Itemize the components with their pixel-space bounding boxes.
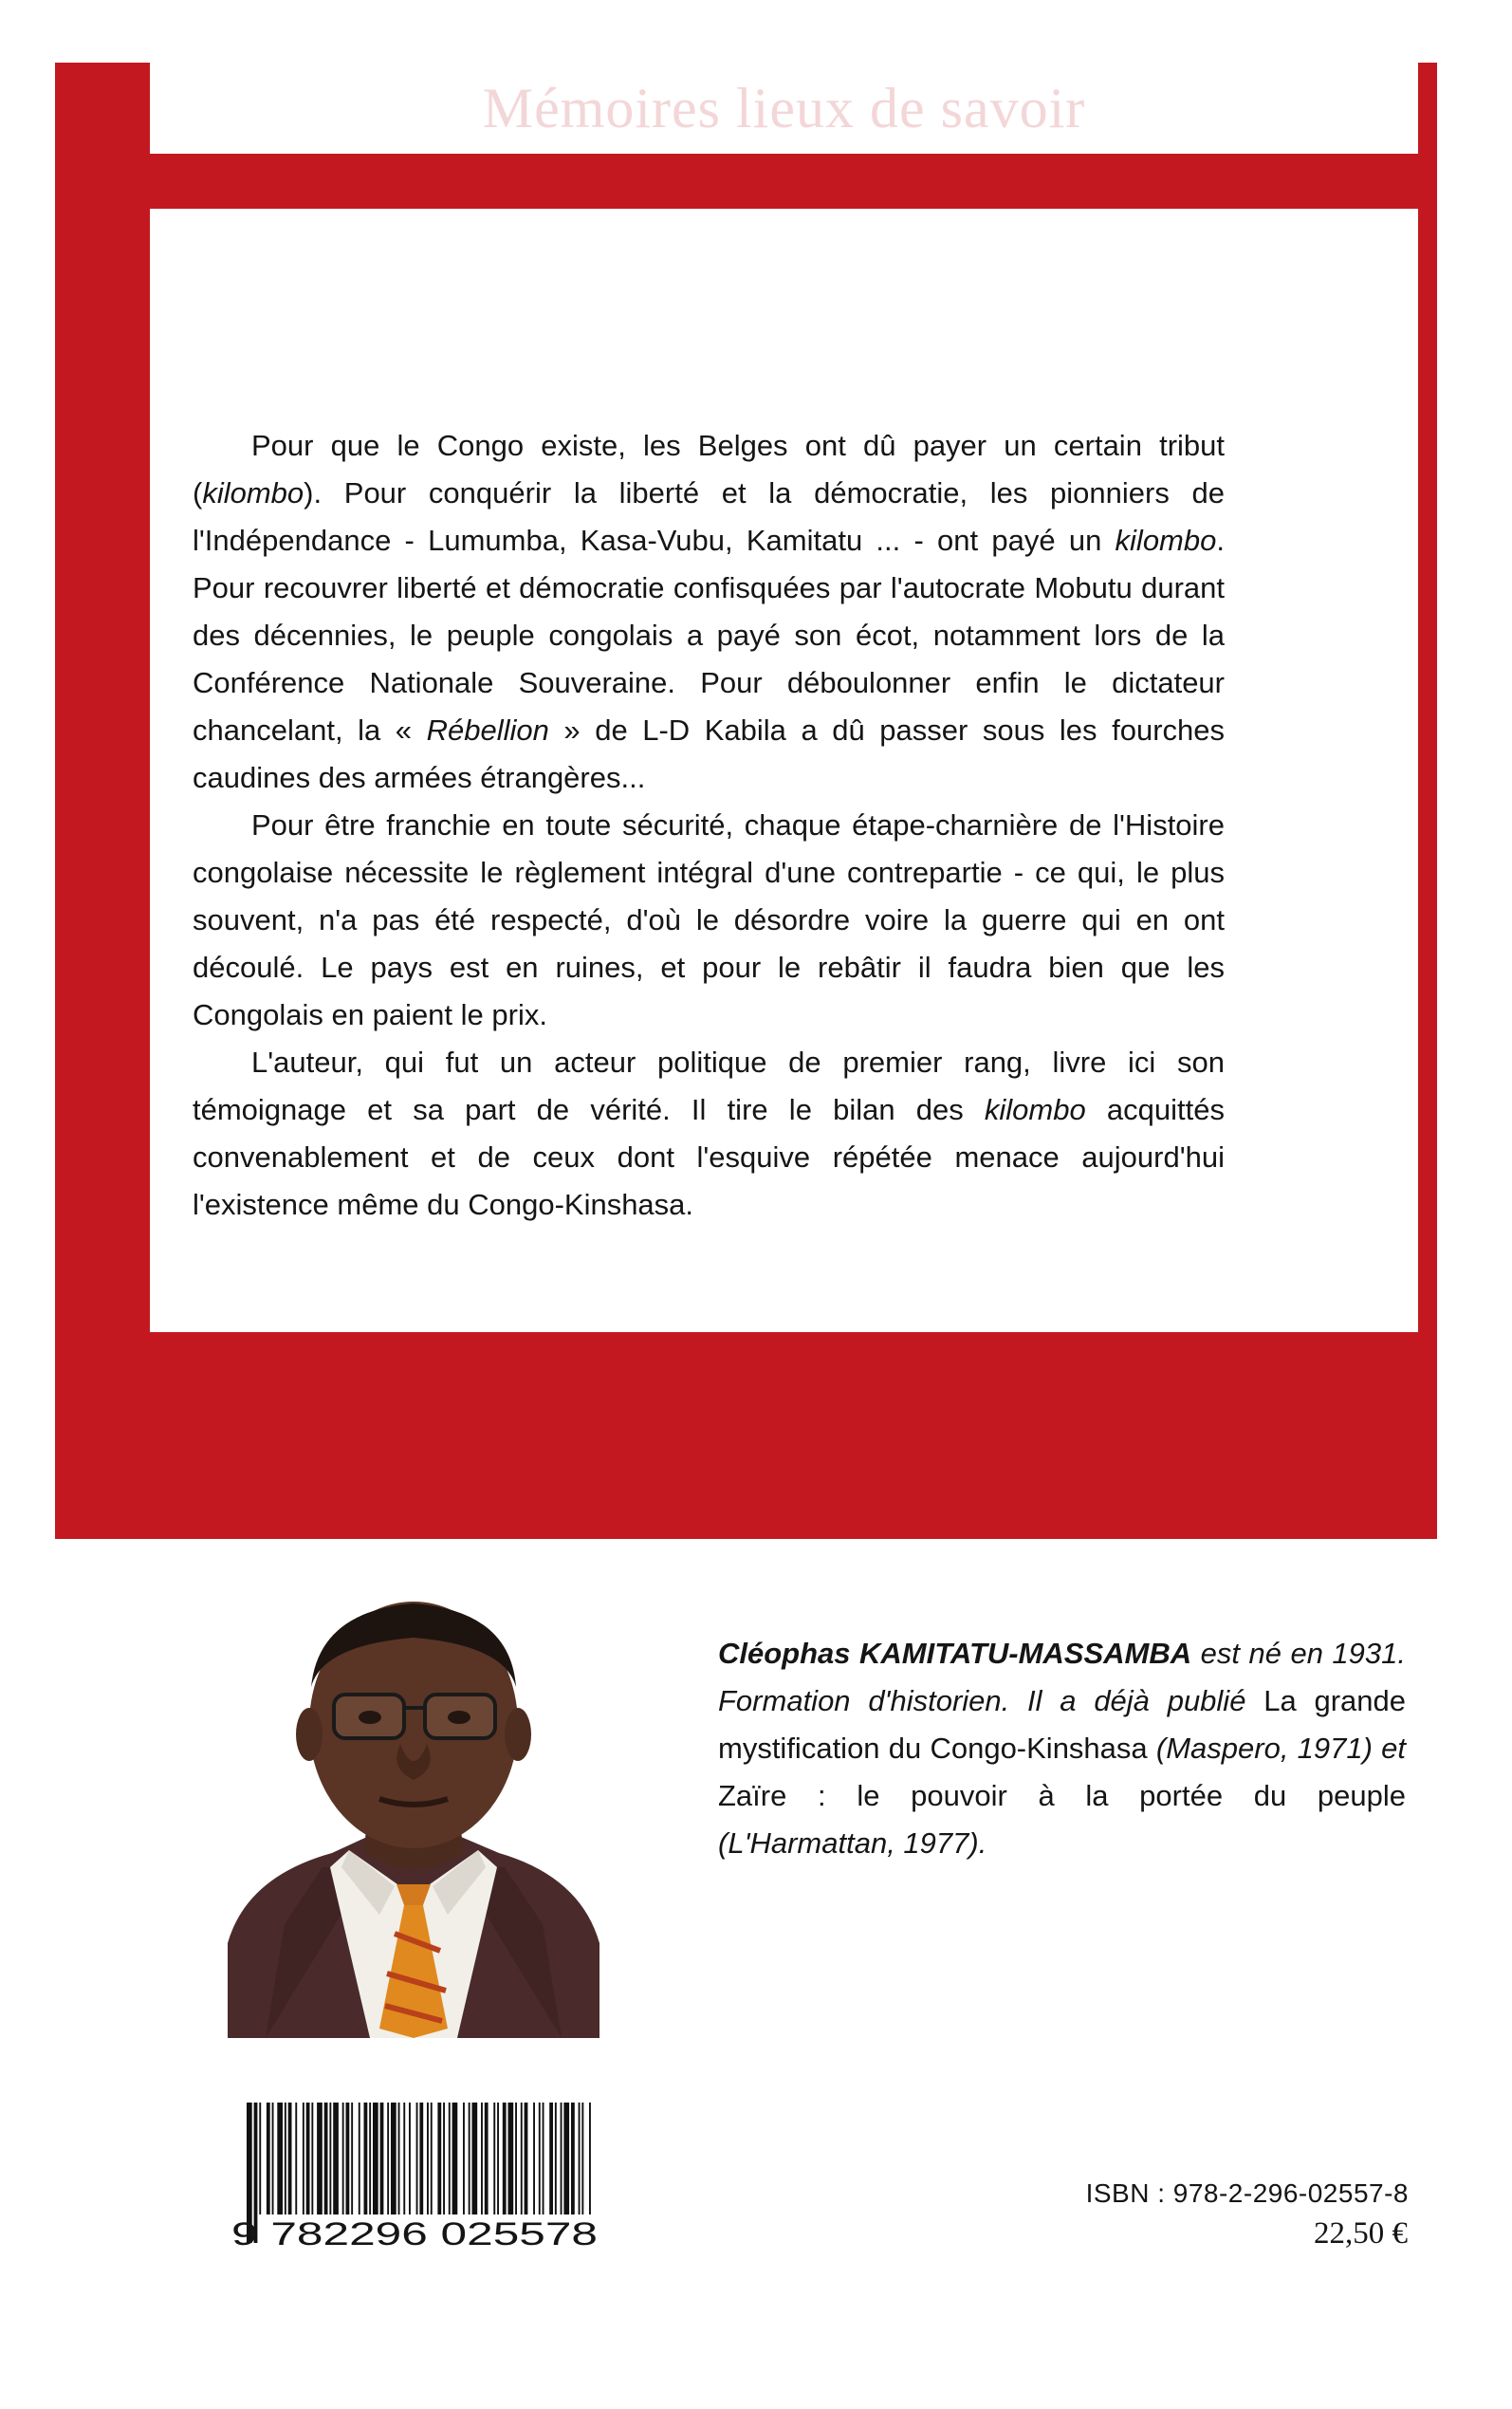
barcode-bar bbox=[329, 2103, 331, 2214]
barcode-bar bbox=[571, 2103, 575, 2214]
barcode-bar bbox=[333, 2103, 339, 2214]
barcode-bar bbox=[533, 2103, 535, 2214]
barcode-bar bbox=[259, 2103, 261, 2214]
isbn-number: ISBN : 978-2-296-02557-8 bbox=[1085, 2178, 1409, 2208]
barcode-bar bbox=[515, 2103, 517, 2214]
bio-conjunction: et bbox=[1381, 1732, 1407, 1765]
barcode-bar bbox=[579, 2103, 581, 2214]
barcode-bar bbox=[472, 2103, 478, 2214]
barcode-bar bbox=[521, 2103, 523, 2214]
barcode-bar bbox=[277, 2103, 283, 2214]
barcode-bar bbox=[493, 2103, 495, 2214]
barcode-bar bbox=[539, 2103, 541, 2214]
barcode-bar bbox=[398, 2103, 400, 2214]
barcode-bar bbox=[485, 2103, 489, 2214]
barcode-bar bbox=[481, 2103, 483, 2214]
barcode-bar bbox=[581, 2103, 583, 2214]
barcode-bar bbox=[427, 2103, 429, 2214]
barcode-bar bbox=[416, 2103, 418, 2214]
text-run: acquittés convenablement et de ceux dont l'esquive répétée menace aujourd'hui l'existence même du Congo-Kinshasa. bbox=[193, 1093, 1225, 1221]
barcode-bar bbox=[561, 2103, 562, 2214]
italic-term: kilombo bbox=[984, 1093, 1086, 1126]
barcode-bar bbox=[351, 2103, 353, 2214]
barcode-bar bbox=[369, 2103, 371, 2214]
barcode-bar bbox=[431, 2103, 433, 2214]
book-title-1: La grande mystification du Congo-Kinshasa bbox=[718, 1684, 1406, 1765]
barcode-image bbox=[226, 2099, 605, 2254]
publisher-2: (L'Harmattan, 1977). bbox=[718, 1826, 987, 1860]
text-run: L'auteur, qui fut un acteur politique de premier rang, livre ici son témoignage et sa part de vérité. Il tire le bilan des bbox=[193, 1046, 1225, 1126]
barcode-bar bbox=[364, 2103, 368, 2214]
barcode-bar bbox=[288, 2103, 292, 2214]
barcode-bar bbox=[373, 2103, 378, 2214]
barcode-bar bbox=[306, 2103, 310, 2214]
barcode-bar bbox=[443, 2103, 445, 2214]
barcode-bar bbox=[469, 2103, 470, 2214]
blurb-paragraph-1 bbox=[193, 422, 1225, 802]
barcode-bar bbox=[346, 2103, 350, 2214]
blurb-paragraph-2: Pour être franchie en toute sécurité, chaque étape-charnière de l'Histoire congolaise nécessite le règlement intégral d'une contrepartie - ce qui, le plus souvent, n'a pas été respecté, d'où le désordre voire la guerre qui en ont découlé. Le pays est en ruines, et pour le rebâtir il faudra bien que les Congolais en paient le prix. bbox=[193, 808, 1225, 1031]
barcode-digits: 9 782296 025578 bbox=[231, 2216, 598, 2252]
barcode-bar bbox=[497, 2103, 499, 2214]
barcode-bar bbox=[380, 2103, 384, 2214]
text-run: Pour que le Congo existe, les Belges ont dû payer un certain tribut ( bbox=[193, 429, 1225, 510]
bio-text-1: est né en 1931. Formation d'historien. Il a déjà publié bbox=[718, 1637, 1406, 1717]
text-run: » de L-D Kabila a dû passer sous les fourches caudines des armées étrangères... bbox=[193, 713, 1225, 794]
barcode-bar bbox=[589, 2103, 591, 2214]
barcode-bar bbox=[437, 2103, 441, 2214]
barcode-bar bbox=[303, 2103, 304, 2214]
author-photo bbox=[228, 1583, 599, 2038]
barcode-bar bbox=[419, 2103, 423, 2214]
barcode-bar bbox=[267, 2103, 270, 2214]
barcode-bar bbox=[317, 2103, 323, 2214]
barcode-bar bbox=[508, 2103, 514, 2214]
barcode-bar bbox=[563, 2103, 569, 2214]
italic-term: Rébellion bbox=[426, 713, 549, 747]
barcode-bar bbox=[409, 2103, 411, 2214]
barcode-bar bbox=[543, 2103, 544, 2214]
barcode-bar bbox=[285, 2103, 286, 2214]
barcode-bar bbox=[549, 2103, 553, 2214]
barcode-bar bbox=[387, 2103, 389, 2214]
author-bio bbox=[718, 1630, 1406, 1867]
author-name: Cléophas KAMITATU-MASSAMBA bbox=[718, 1637, 1192, 1670]
barcode-bar bbox=[403, 2103, 405, 2214]
text-run: . Pour recouvrer liberté et démocratie confisquées par l'autocrate Mobutu durant des décennies, le peuple congolais a payé son écot, notamment lors de la Conférence Nationale Souveraine. Pour déboulonner enfin le dictateur chancelant, la « bbox=[193, 524, 1225, 747]
barcode-bar bbox=[555, 2103, 557, 2214]
back-cover-blurb bbox=[193, 422, 1225, 1229]
book-title-2: Zaïre : le pouvoir à la portée du peuple bbox=[718, 1779, 1406, 1812]
isbn-barcode bbox=[226, 2099, 605, 2254]
italic-term: kilombo bbox=[202, 476, 304, 510]
barcode-bar bbox=[342, 2103, 344, 2214]
barcode-bar bbox=[359, 2103, 360, 2214]
series-title: Mémoires lieux de savoir bbox=[482, 77, 1086, 139]
blurb-paragraph-3 bbox=[193, 1039, 1225, 1229]
barcode-bar bbox=[503, 2103, 507, 2214]
series-band bbox=[150, 63, 1418, 154]
publisher-1: (Maspero, 1971) bbox=[1147, 1732, 1382, 1765]
price: 22,50 € bbox=[1314, 2216, 1408, 2251]
author-portrait-image bbox=[228, 1583, 599, 2038]
barcode-bar bbox=[391, 2103, 396, 2214]
barcode-bar bbox=[295, 2103, 297, 2214]
text-run: ). Pour conquérir la liberté et la démocratie, les pionniers de l'Indépendance - Lumumba, Kasa-Vubu, Kamitatu ... - ont payé un bbox=[193, 476, 1225, 557]
barcode-bar bbox=[311, 2103, 313, 2214]
barcode-bar bbox=[324, 2103, 328, 2214]
blurb-box bbox=[150, 209, 1418, 1332]
barcode-bar bbox=[463, 2103, 465, 2214]
italic-term: kilombo bbox=[1115, 524, 1217, 557]
barcode-bar bbox=[525, 2103, 528, 2214]
barcode-bar bbox=[272, 2103, 274, 2214]
